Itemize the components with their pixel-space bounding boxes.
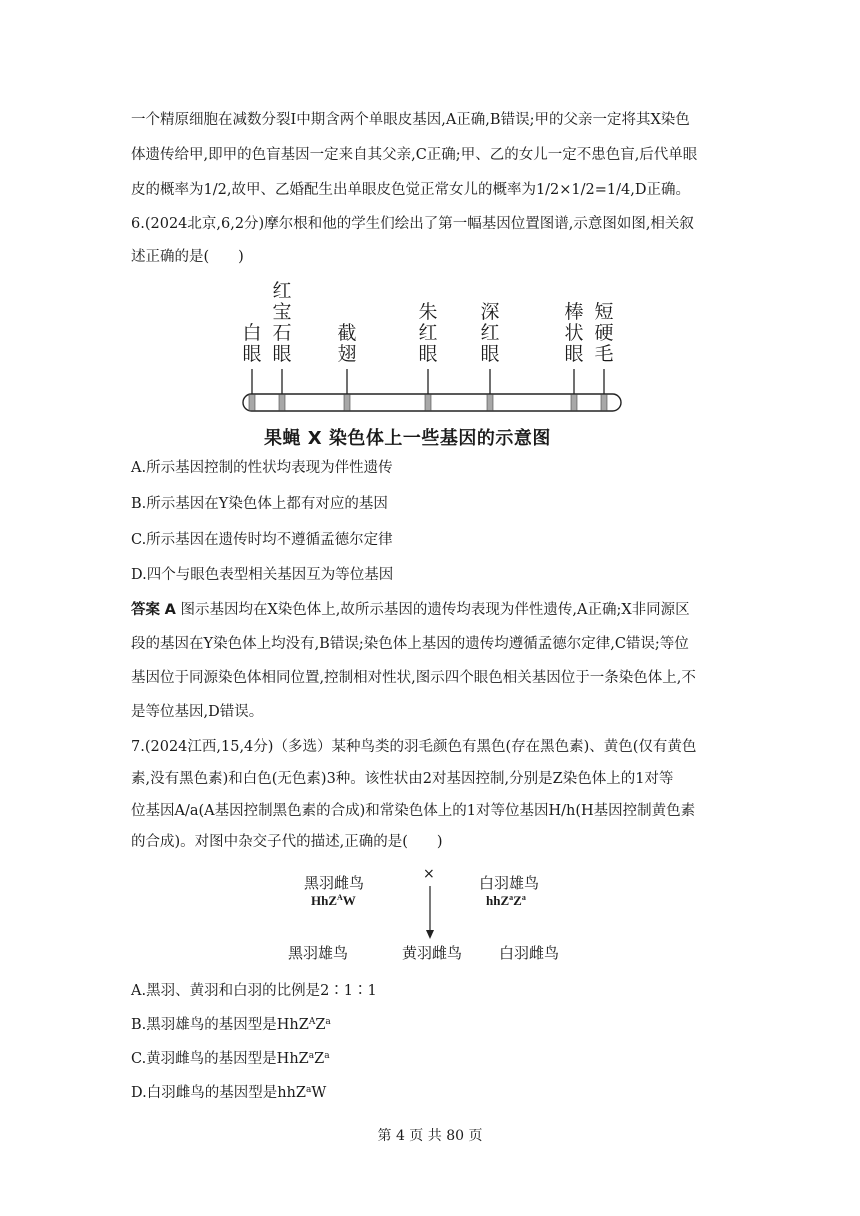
chromosome-figure xyxy=(240,276,630,448)
gene-band xyxy=(425,395,431,411)
q6-option-b: B.所示基因在Y染色体上都有对应的基因 xyxy=(131,496,388,512)
offspring-yellow-female: 黄羽雌鸟 xyxy=(402,944,463,962)
page-footer: 第 4 页 共 80 页 xyxy=(377,1128,483,1144)
continuation-line-1: 一个精原细胞在减数分裂Ⅰ中期含两个单眼皮基因,A正确,B错误;甲的父亲一定将其X染色 xyxy=(131,112,690,128)
answer-text: 图示基因均在X染色体上,故所示基因的遗传均表现为伴性遗传,A正确;X非同源区 xyxy=(180,602,690,618)
q7-stem-line-1: 7.(2024江西,15,4分)（多选）某种鸟类的羽毛颜色有黑色(存在黑色素)、黄色(仅有黄色 xyxy=(131,739,697,755)
q7-option-d: D.白羽雌鸟的基因型是hhZ$^a$W xyxy=(131,1085,327,1101)
figure-caption: 果蝇 X 染色体上一些基因的示意图 xyxy=(264,428,551,449)
gene-label-white-eye: 白 眼 xyxy=(242,322,262,365)
cross-symbol: × xyxy=(423,866,435,882)
x-chromosome xyxy=(243,394,621,411)
male-parent-label: 白羽雄鸟 xyxy=(479,874,540,892)
gene-band xyxy=(249,395,255,411)
female-parent-genotype: HhZ$^A$W xyxy=(311,893,356,908)
gene-label-bar-eye: 棒 状 眼 xyxy=(564,301,584,365)
answer-choice: A xyxy=(164,602,176,618)
gene-label-carmine-eye: 深 红 眼 xyxy=(480,301,500,365)
gene-band xyxy=(344,395,350,411)
gene-label-vermilion-eye: 朱 红 眼 xyxy=(418,301,438,365)
offspring-black-male: 黑羽雄鸟 xyxy=(288,944,349,962)
q6-option-c: C.所示基因在遗传时均不遵循孟德尔定律 xyxy=(131,532,393,548)
q6-stem-line-1: 6.(2024北京,6,2分)摩尔根和他的学生们绘出了第一幅基因位置图谱,示意图如图,相关叙 xyxy=(131,216,694,232)
q7-option-c: C.黄羽雌鸟的基因型是$HhZ^aZ^a$ xyxy=(131,1051,330,1067)
answer-label: 答案 xyxy=(131,602,160,618)
offspring-white-female: 白羽雌鸟 xyxy=(499,944,560,962)
female-parent-label: 黑羽雌鸟 xyxy=(304,874,365,892)
q6-answer-line-3: 基因位于同源染色体相同位置,控制相对性状,图示四个眼色相关基因位于一条染色体上,不 xyxy=(131,670,696,686)
continuation-line-3: 皮的概率为1/2,故甲、乙婚配生出单眼皮色觉正常女儿的概率为1/2×1/2=1/4,D正确。 xyxy=(131,182,690,198)
gene-band xyxy=(487,395,493,411)
gene-label-cut-wing: 截 翅 xyxy=(337,322,357,365)
q7-option-a: A.黑羽、黄羽和白羽的比例是2∶1∶1 xyxy=(131,983,377,999)
gene-label-short-bristle: 短 硬 毛 xyxy=(594,301,614,365)
gene-band xyxy=(601,395,607,411)
q6-option-d: D.四个与眼色表型相关基因互为等位基因 xyxy=(131,567,394,583)
q6-stem-line-2: 述正确的是( ) xyxy=(131,249,244,265)
gene-band xyxy=(279,395,285,411)
q7-stem-line-4: 的合成)。对图中杂交子代的描述,正确的是( ) xyxy=(131,834,443,850)
continuation-line-2: 体遗传给甲,即甲的色盲基因一定来自其父亲,C正确;甲、乙的女儿一定不患色盲,后代单眼 xyxy=(131,147,698,163)
q6-answer-line-4: 是等位基因,D错误。 xyxy=(131,704,264,720)
male-parent-genotype: $hhZ^aZ^a$ xyxy=(486,893,526,908)
q7-stem-line-3: 位基因A/a(A基因控制黑色素的合成)和常染色体上的1对等位基因H/h(H基因控制黄色素 xyxy=(131,803,696,819)
q6-option-a: A.所示基因控制的性状均表现为伴性遗传 xyxy=(131,460,393,476)
q7-stem-line-2: 素,没有黑色素)和白色(无色素)3种。该性状由2对基因控制,分别是Z染色体上的1对等 xyxy=(131,771,674,787)
cross-diagram xyxy=(270,866,600,966)
arrow-down-icon xyxy=(420,884,440,944)
q6-answer-line-1 xyxy=(131,600,690,620)
q7-option-b: B.黑羽雄鸟的基因型是$HhZ^AZ^a$ xyxy=(131,1017,331,1033)
gene-label-ruby-eye: 红 宝 石 眼 xyxy=(272,280,292,365)
gene-band xyxy=(571,395,577,411)
q6-answer-line-2: 段的基因在Y染色体上均没有,B错误;染色体上基因的遗传均遵循孟德尔定律,C错误;等位 xyxy=(131,636,689,652)
